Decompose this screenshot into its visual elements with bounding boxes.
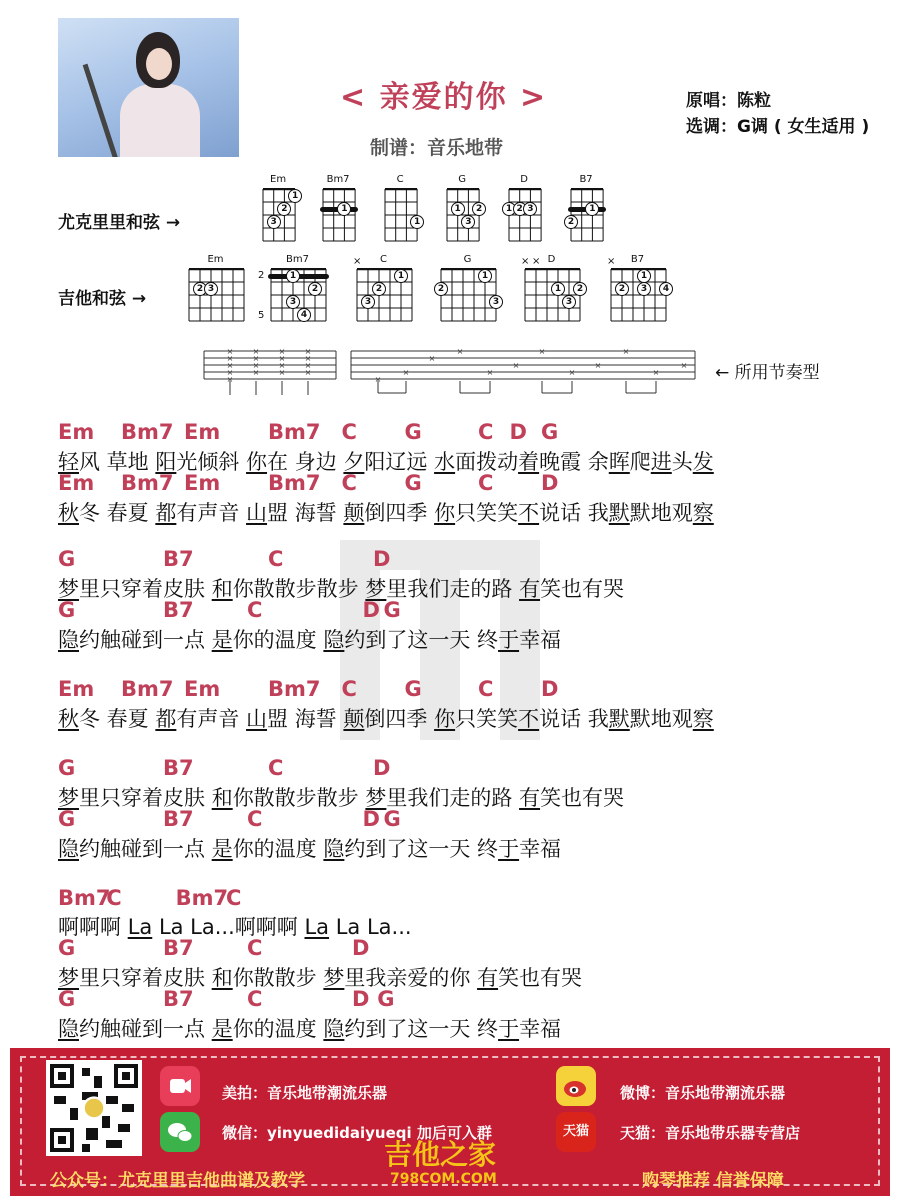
finger-dot: 2 — [277, 202, 291, 216]
chord-symbol: B7 — [163, 598, 194, 622]
chord-name: G — [458, 174, 466, 185]
lyric-stressed: 梦 — [365, 577, 387, 601]
chord-symbol: G — [58, 987, 76, 1011]
chord-symbol: G — [58, 547, 76, 571]
chord-symbol: Bm7 — [121, 471, 174, 495]
lyric-stressed: 隐 — [323, 628, 345, 652]
lyric-text: 幸福 — [519, 628, 562, 652]
lyric-text: 有声音 — [176, 501, 247, 525]
qr-code[interactable] — [46, 1060, 142, 1156]
lyric-stressed: 不 — [518, 707, 540, 731]
finger-dot: 1 — [394, 269, 408, 283]
finger-dot: 2 — [472, 202, 486, 216]
lyric-text: 约触碰到一点 — [79, 628, 212, 652]
chord-symbol: D — [352, 987, 370, 1011]
chord-symbol: C — [226, 886, 242, 910]
lyric-text: 面拨动 — [455, 450, 519, 474]
chord-symbol: D — [352, 936, 370, 960]
chord-symbol: D — [362, 598, 380, 622]
lyric-stressed: 和 — [211, 966, 233, 990]
chord-symbol: C — [106, 886, 122, 910]
lyric-stressed: 夕 — [343, 450, 365, 474]
lyric-stressed: 是 — [211, 1017, 233, 1041]
svg-text:×: × — [304, 347, 312, 356]
lyric-text: 里我们走的路 — [386, 577, 520, 601]
svg-text:×: × — [486, 368, 494, 377]
finger-dot: 3 — [204, 282, 218, 296]
chord-symbol: D — [373, 756, 391, 780]
lyric-text: 里只穿着皮肤 — [79, 966, 212, 990]
chord-symbol: D — [362, 807, 380, 831]
lyric-stressed: 阳 — [155, 450, 177, 474]
lyric-line — [58, 1013, 561, 1043]
chord-symbol: Em — [58, 420, 95, 444]
lyric-stressed: 山 — [246, 707, 268, 731]
svg-text:×: × — [226, 354, 234, 363]
lyric-stressed: 你 — [434, 501, 456, 525]
finger-dot: 3 — [489, 295, 503, 309]
chord-symbol: C — [341, 471, 357, 495]
lyric-text: 约到了这一天 终 — [344, 837, 499, 861]
finger-dot: 1 — [286, 269, 300, 283]
lyric-text: 幸福 — [519, 837, 562, 861]
chord-symbol: C — [478, 420, 494, 444]
lyric-text: 你散散步散步 — [232, 577, 366, 601]
chord-symbol: Em — [184, 677, 221, 701]
chord-symbol: G — [58, 598, 76, 622]
svg-text:×: × — [278, 361, 286, 370]
svg-text:×: × — [622, 347, 630, 356]
chord-symbol: C — [268, 547, 284, 571]
chord-symbol: G — [58, 936, 76, 960]
chord-symbol: Bm7 — [121, 420, 174, 444]
public-account: 公众号：尤克里里吉他曲谱及教学 — [50, 1171, 305, 1191]
lyric-stressed: 都 — [155, 501, 177, 525]
lyric-text: 冬 春夏 — [79, 707, 156, 731]
lyric-line — [58, 573, 624, 603]
weibo-icon[interactable] — [556, 1066, 596, 1106]
chord-symbol: Em — [184, 420, 221, 444]
site-logo-text: 吉他之家 — [384, 1138, 497, 1171]
chord-symbol: C — [478, 677, 494, 701]
lyric-stressed: 是 — [211, 628, 233, 652]
svg-text:×: × — [512, 361, 520, 370]
lyric-stressed: 轻 — [58, 450, 79, 474]
lyric-stressed: 隐 — [323, 837, 345, 861]
svg-text:×: × — [252, 361, 260, 370]
chord-symbol: Em — [58, 471, 95, 495]
chord-symbol: C — [247, 807, 263, 831]
finger-dot: 4 — [659, 282, 673, 296]
lyric-text: 倒四季 — [364, 501, 435, 525]
finger-dot: 3 — [286, 295, 300, 309]
lyric-stressed: 秋 — [58, 707, 79, 731]
chord-symbol: Em — [58, 677, 95, 701]
chord-symbol: B7 — [163, 807, 194, 831]
wechat-icon[interactable] — [160, 1112, 200, 1152]
chord-symbol: Bm7 — [268, 471, 321, 495]
chord-symbol: B7 — [163, 756, 194, 780]
lyric-stressed: 不 — [518, 501, 540, 525]
svg-text:×: × — [652, 368, 660, 377]
svg-text:×: × — [538, 347, 546, 356]
lyric-stressed: 默 — [608, 501, 630, 525]
lyric-stressed: 和 — [211, 786, 233, 810]
finger-dot: 2 — [193, 282, 207, 296]
lyric-text: 里只穿着皮肤 — [79, 786, 212, 810]
meipai-account: 美拍：音乐地带潮流乐器 — [222, 1084, 388, 1102]
lyric-stressed: 都 — [155, 707, 177, 731]
lyric-text: 有声音 — [176, 707, 247, 731]
lyric-text: 只笑笑 — [455, 707, 519, 731]
chord-symbol: G — [58, 756, 76, 780]
chord-symbol: C — [341, 677, 357, 701]
rhythm-pattern — [200, 345, 700, 400]
finger-dot: 1 — [451, 202, 465, 216]
lyric-text: 默地观 — [629, 501, 693, 525]
svg-text:×: × — [456, 347, 464, 356]
lyric-stressed: 秋 — [58, 501, 79, 525]
tmall-icon-label: 天猫 — [562, 1124, 589, 1139]
lyric-stressed: La — [304, 915, 330, 939]
tmall-store: 天猫：音乐地带乐器专营店 — [620, 1124, 801, 1142]
svg-text:×: × — [252, 368, 260, 377]
song-title: < 亲爱的你 > — [340, 80, 548, 115]
muted-string-mark: × — [521, 256, 530, 267]
muted-string-mark: × — [532, 256, 541, 267]
lyric-text: 约触碰到一点 — [79, 837, 212, 861]
chord-symbol: Em — [184, 471, 221, 495]
lyric-text: 盟 海誓 — [267, 501, 344, 525]
chord-name: B7 — [579, 174, 593, 185]
finger-dot: 1 — [288, 189, 302, 203]
lyric-line — [58, 624, 561, 654]
lyric-stressed: 梦 — [323, 966, 345, 990]
lyric-stressed: 隐 — [58, 628, 79, 652]
chord-symbol: G — [58, 807, 76, 831]
lyric-stressed: 梦 — [58, 577, 79, 601]
chord-name: D — [547, 254, 556, 265]
lyric-text: 你散散步 — [232, 966, 324, 990]
singer-photo — [58, 18, 239, 157]
lyric-text: 在 身边 — [267, 450, 344, 474]
chord-symbol: G — [404, 471, 422, 495]
lyric-text: La La... — [329, 915, 412, 939]
svg-text:×: × — [252, 354, 260, 363]
svg-text:×: × — [402, 368, 410, 377]
lyric-stressed: 隐 — [323, 1017, 345, 1041]
finger-dot: 1 — [637, 269, 651, 283]
guitar-chords-label: 吉他和弦 → — [58, 289, 147, 309]
chord-symbol: G — [541, 420, 559, 444]
chord-name: C — [380, 254, 387, 265]
lyric-text: 幸福 — [519, 1017, 562, 1041]
lyric-line — [58, 962, 582, 992]
chord-symbol: B7 — [163, 547, 194, 571]
lyric-stressed: 进 — [650, 450, 672, 474]
lyric-stressed: 梦 — [58, 786, 79, 810]
chord-name: Em — [207, 254, 224, 265]
lyric-stressed: 你 — [434, 707, 456, 731]
chord-name: Bm7 — [286, 254, 309, 265]
lyric-stressed: 是 — [211, 837, 233, 861]
lyric-text: 笑也有哭 — [540, 786, 625, 810]
lyric-stressed: 察 — [692, 707, 714, 731]
svg-text:×: × — [226, 361, 234, 370]
svg-text:×: × — [304, 361, 312, 370]
chord-symbol: D — [509, 420, 527, 444]
chord-name: Bm7 — [326, 174, 350, 185]
lyric-stressed: 于 — [498, 1017, 520, 1041]
lyric-text: 约到了这一天 终 — [344, 1017, 499, 1041]
chord-symbol: G — [377, 987, 395, 1011]
lyric-stressed: La — [127, 915, 153, 939]
original-singer: 原唱：陈粒 — [686, 91, 771, 111]
finger-dot: 1 — [585, 202, 599, 216]
lyric-text: 晚霞 余 — [539, 450, 609, 474]
svg-text:×: × — [278, 368, 286, 377]
lyric-text: 里我亲爱的你 — [344, 966, 478, 990]
lyric-line — [58, 833, 561, 863]
muted-string-mark: × — [353, 256, 362, 267]
chord-name: D — [520, 174, 528, 185]
lyric-text: 冬 春夏 — [79, 501, 156, 525]
lyric-text: 光倾斜 — [176, 450, 247, 474]
ukulele-chords-label: 尤克里里和弦 → — [58, 213, 181, 233]
finger-dot: 1 — [502, 202, 516, 216]
svg-text:×: × — [278, 347, 286, 356]
lyric-text: 你散散步散步 — [232, 786, 366, 810]
lyric-text: 只笑笑 — [455, 501, 519, 525]
chord-name: B7 — [630, 254, 645, 265]
svg-text:×: × — [226, 347, 234, 356]
finger-dot: 3 — [523, 202, 537, 216]
finger-dot: 3 — [637, 282, 651, 296]
lyric-stressed: 和 — [211, 577, 233, 601]
lyric-stressed: 隐 — [58, 837, 79, 861]
lyric-stressed: 于 — [498, 837, 520, 861]
chord-symbol: C — [247, 936, 263, 960]
svg-text:×: × — [680, 361, 688, 370]
finger-dot: 2 — [513, 202, 527, 216]
lyric-text: La La...啊啊啊 — [152, 915, 305, 939]
lyric-text: 笑也有哭 — [498, 966, 583, 990]
lyric-text: 盟 海誓 — [267, 707, 344, 731]
fret-number: 5 — [258, 310, 265, 321]
svg-text:×: × — [428, 354, 436, 363]
chord-name: G — [463, 254, 472, 265]
finger-dot: 4 — [297, 308, 311, 322]
chord-symbol: C — [247, 987, 263, 1011]
lyric-text: 你的温度 — [232, 837, 324, 861]
chord-symbol: Bm7 — [175, 886, 229, 910]
finger-dot: 3 — [461, 215, 475, 229]
finger-dot: 3 — [562, 295, 576, 309]
svg-text:×: × — [226, 368, 234, 377]
lyric-stressed: 着 — [518, 450, 540, 474]
lyric-stressed: 默 — [608, 707, 630, 731]
chord-symbol: D — [541, 677, 559, 701]
svg-text:×: × — [226, 375, 234, 384]
finger-dot: 1 — [410, 215, 424, 229]
finger-dot: 1 — [478, 269, 492, 283]
lyric-text: 爬 — [629, 450, 651, 474]
chord-symbol: G — [383, 598, 401, 622]
lyric-stressed: 有 — [519, 786, 541, 810]
promo-text: 购琴推荐 信誉保障 — [642, 1171, 784, 1191]
lyric-stressed: 晖 — [608, 450, 630, 474]
finger-dot: 2 — [308, 282, 322, 296]
wechat-account: 微信：yinyuedidaiyueqi 加后可入群 — [222, 1124, 492, 1142]
lyric-stressed: 山 — [246, 501, 268, 525]
lyric-line — [58, 497, 714, 527]
svg-text:×: × — [374, 375, 382, 384]
lyric-text: 你的温度 — [232, 1017, 324, 1041]
svg-text:×: × — [568, 368, 576, 377]
chord-symbol: C — [478, 471, 494, 495]
lyric-text: 笑也有哭 — [540, 577, 625, 601]
chord-symbol: Bm7 — [58, 886, 111, 910]
lyric-text: 里只穿着皮肤 — [79, 577, 212, 601]
chord-symbol: D — [541, 471, 559, 495]
lyric-text: 说话 我 — [539, 501, 609, 525]
lyric-stressed: 颠 — [343, 501, 365, 525]
arranger: 制谱：音乐地带 — [370, 137, 504, 159]
finger-dot: 3 — [267, 215, 281, 229]
svg-text:×: × — [304, 368, 312, 377]
lyric-text: 说话 我 — [539, 707, 609, 731]
lyric-text: 头 — [671, 450, 693, 474]
chord-symbol: C — [341, 420, 357, 444]
finger-dot: 1 — [337, 202, 351, 216]
finger-dot: 3 — [361, 295, 375, 309]
chord-symbol: C — [268, 756, 284, 780]
tmall-icon[interactable] — [556, 1112, 596, 1152]
lyric-text: 约到了这一天 终 — [344, 628, 499, 652]
finger-dot: 2 — [434, 282, 448, 296]
lyric-stressed: 梦 — [58, 966, 79, 990]
chord-symbol: B7 — [163, 936, 194, 960]
lyric-stressed: 发 — [692, 450, 714, 474]
finger-dot: 2 — [615, 282, 629, 296]
lyric-stressed: 你 — [246, 450, 268, 474]
svg-text:×: × — [594, 361, 602, 370]
lyric-text: 阳辽远 — [364, 450, 435, 474]
finger-dot: 1 — [551, 282, 565, 296]
chord-name: Em — [270, 174, 287, 185]
lyric-line — [58, 703, 714, 733]
chord-symbol: Bm7 — [268, 420, 321, 444]
lyric-text: 你的温度 — [232, 628, 324, 652]
lyric-line — [58, 782, 624, 812]
site-url: 798COM.COM — [390, 1171, 497, 1187]
chord-symbol: Bm7 — [121, 677, 174, 701]
muted-string-mark: × — [607, 256, 616, 267]
svg-text:×: × — [304, 354, 312, 363]
chord-symbol: G — [404, 420, 422, 444]
lyric-text: 约触碰到一点 — [79, 1017, 212, 1041]
svg-text:×: × — [252, 347, 260, 356]
lyric-stressed: 察 — [692, 501, 714, 525]
lyric-stressed: 有 — [477, 966, 499, 990]
lyric-text: 倒四季 — [364, 707, 435, 731]
lyric-stressed: 颠 — [343, 707, 365, 731]
lyric-text: 啊啊啊 — [58, 915, 128, 939]
lyric-stressed: 水 — [434, 450, 456, 474]
lyric-stressed: 梦 — [365, 786, 387, 810]
chord-symbol: C — [247, 598, 263, 622]
chord-name: C — [396, 174, 404, 185]
fret-number: 2 — [258, 270, 265, 281]
chord-symbol: G — [404, 677, 422, 701]
finger-dot: 2 — [372, 282, 386, 296]
rhythm-pattern-label: ← 所用节奏型 — [715, 363, 820, 383]
chord-symbol: G — [383, 807, 401, 831]
lyric-text: 里我们走的路 — [386, 786, 520, 810]
chord-symbol: B7 — [163, 987, 194, 1011]
finger-dot: 2 — [573, 282, 587, 296]
lyric-stressed: 有 — [519, 577, 541, 601]
lyric-text: 风 草地 — [79, 450, 156, 474]
lyric-text: 默地观 — [629, 707, 693, 731]
chord-symbol: D — [373, 547, 391, 571]
lyric-stressed: 于 — [498, 628, 520, 652]
chord-symbol: Bm7 — [268, 677, 321, 701]
meipai-icon[interactable] — [160, 1066, 200, 1106]
lyric-stressed: 隐 — [58, 1017, 79, 1041]
svg-text:×: × — [278, 354, 286, 363]
weibo-account: 微博：音乐地带潮流乐器 — [620, 1084, 786, 1102]
finger-dot: 2 — [564, 215, 578, 229]
key-selection: 选调：G调 ( 女生适用 ) — [686, 117, 870, 137]
